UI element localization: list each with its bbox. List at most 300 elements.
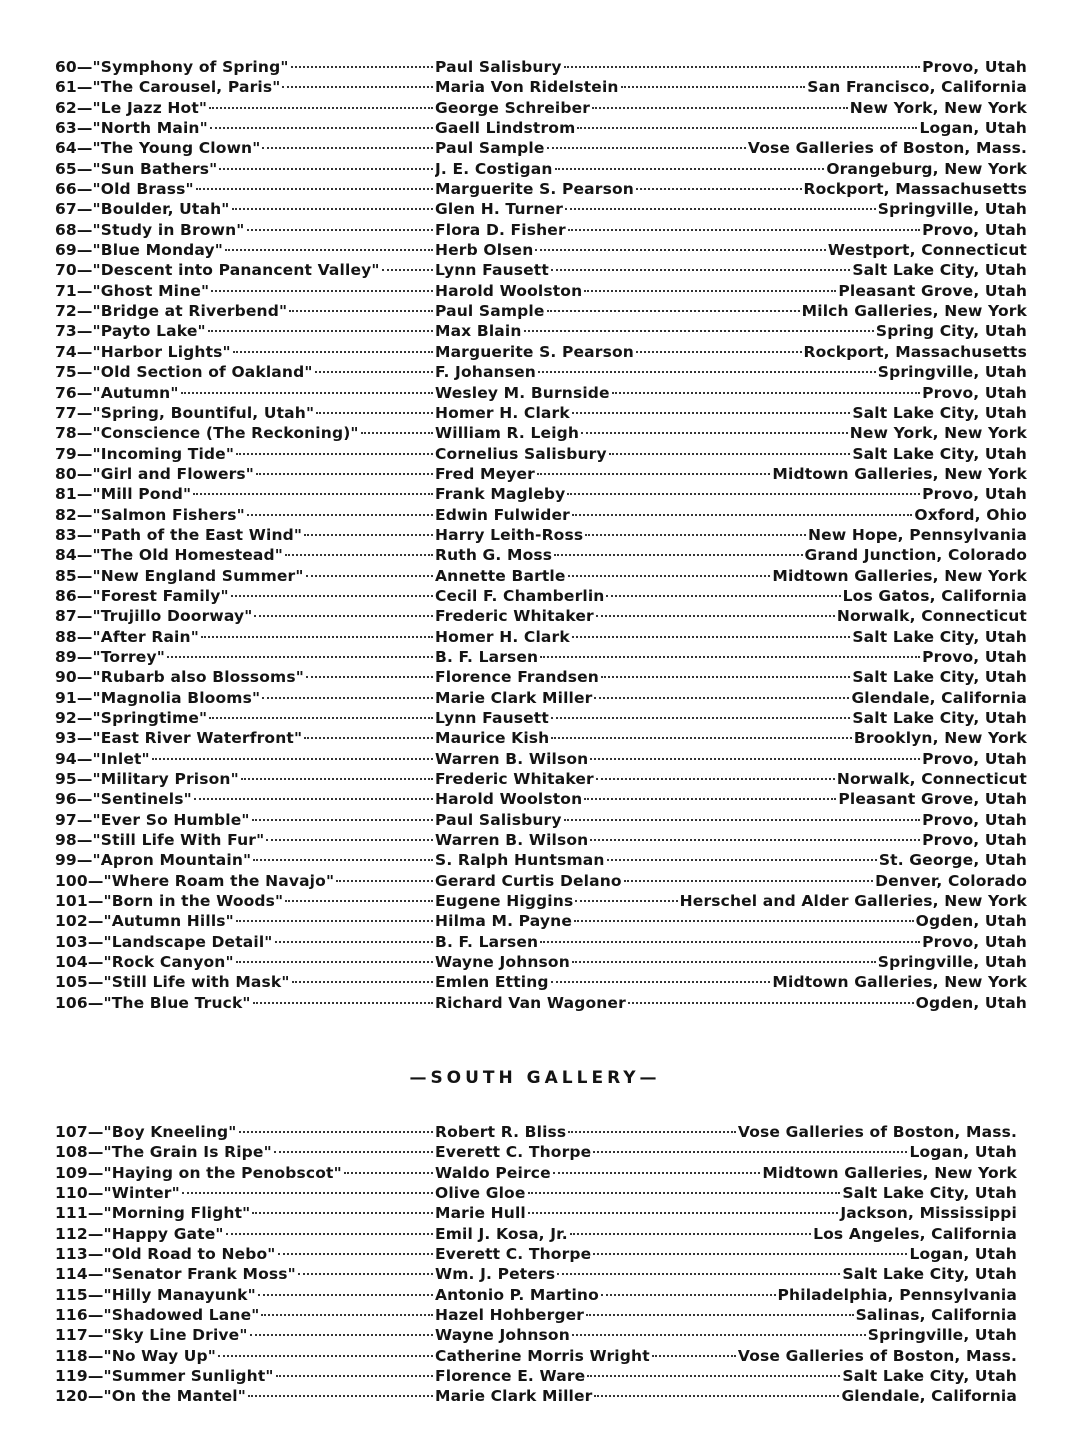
entry-title-column (55, 1305, 435, 1325)
entry-artist: Max Blain (435, 322, 522, 341)
entry-location: Pleasant Grove, Utah (838, 281, 1027, 300)
entry-number: 85 (55, 566, 77, 585)
catalog-entry (55, 1285, 1017, 1305)
catalog-entry (55, 505, 1027, 525)
dot-leader (344, 1172, 433, 1174)
entry-dash: — (76, 200, 93, 219)
entry-artist: Marguerite S. Pearson (435, 180, 634, 199)
entry-details-column (435, 1366, 1017, 1386)
dot-leader (636, 188, 802, 190)
entry-location: Midtown Galleries, New York (772, 973, 1027, 992)
entry-details-column (435, 118, 1027, 138)
entry-artist: Harold Woolston (435, 790, 583, 809)
entry-artist: Wayne Johnson (435, 1326, 570, 1345)
entry-artist: Paul Salisbury (435, 810, 562, 829)
dot-leader (528, 1212, 838, 1214)
entry-number: 66 (55, 180, 77, 199)
entry-dash: — (76, 58, 93, 76)
dot-leader (557, 1273, 840, 1275)
entry-number: 106 (55, 993, 88, 1012)
entry-title: "Ever So Humble" (92, 810, 250, 829)
entry-number: 67 (55, 200, 77, 219)
entry-title: "Rubarb also Blossoms" (92, 668, 304, 687)
dot-leader (592, 107, 848, 109)
entry-number: 91 (55, 688, 77, 707)
entry-title: "Apron Mountain" (92, 851, 252, 870)
catalog-entry (55, 789, 1027, 809)
entry-title: "Ghost Mine" (92, 281, 210, 300)
dot-leader (596, 778, 835, 780)
catalog-entry (55, 830, 1027, 850)
entry-title-column (55, 98, 435, 118)
entry-location: Vose Galleries of Boston, Mass. (737, 1123, 1017, 1141)
entry-title: "Descent into Panancent Valley" (92, 261, 380, 280)
entry-location: Westport, Connecticut (827, 241, 1027, 260)
entry-title-column (55, 179, 435, 199)
entry-location: Logan, Utah (919, 119, 1027, 138)
entry-dash: — (76, 119, 93, 138)
entry-artist: Marie Hull (435, 1204, 526, 1223)
dot-leader (551, 269, 850, 271)
entry-details-column (435, 342, 1027, 362)
entry-location: Norwalk, Connecticut (836, 607, 1027, 626)
dot-leader (261, 1314, 433, 1316)
entry-artist: Waldo Peirce (435, 1163, 551, 1182)
entry-dash: — (76, 627, 93, 646)
entry-location: Grand Junction, Colorado (804, 546, 1027, 565)
dot-leader (262, 697, 433, 699)
catalog-entry (55, 606, 1027, 626)
entry-location: Provo, Utah (922, 485, 1027, 504)
entry-details-column (435, 281, 1027, 301)
catalog-entry (55, 281, 1027, 301)
entry-location: Midtown Galleries, New York (772, 464, 1027, 483)
catalog-entry (55, 1305, 1017, 1325)
dot-leader (304, 534, 433, 536)
entry-location: Midtown Galleries, New York (772, 566, 1027, 585)
dot-leader (253, 859, 433, 861)
entry-number: 96 (55, 790, 77, 809)
entry-details-column (435, 199, 1027, 219)
entry-title-column (55, 891, 435, 911)
entry-title-column (55, 1163, 435, 1183)
entry-number: 95 (55, 770, 77, 789)
catalog-entry (55, 1346, 1017, 1366)
entry-location: Midtown Galleries, New York (762, 1163, 1017, 1182)
entry-details-column (435, 1224, 1017, 1244)
entry-dash: — (76, 505, 93, 524)
dot-leader (252, 1212, 433, 1214)
entry-dash: — (87, 953, 104, 972)
entry-dash: — (76, 546, 93, 565)
entry-location: Glendale, California (851, 688, 1027, 707)
entry-artist: George Schreiber (435, 98, 591, 117)
entry-location: Rockport, Massachusetts (803, 342, 1027, 361)
entry-title: "Symphony of Spring" (92, 58, 289, 76)
dot-leader (231, 595, 433, 597)
entry-artist: Florence Frandsen (435, 668, 599, 687)
entry-dash: — (76, 220, 93, 239)
entry-details-column (435, 464, 1027, 484)
entry-title: "Payto Lake" (92, 322, 206, 341)
entry-number: 108 (55, 1143, 88, 1162)
entry-dash: — (76, 424, 93, 443)
catalog-entry (55, 301, 1027, 321)
entry-title-column (55, 993, 435, 1013)
entry-artist: Emil J. Kosa, Jr. (435, 1224, 568, 1243)
entry-title-column (55, 688, 435, 708)
catalog-entry (55, 749, 1027, 769)
entry-dash: — (76, 810, 93, 829)
entry-number: 99 (55, 851, 77, 870)
dot-leader (587, 1375, 840, 1377)
entry-details-column (435, 647, 1027, 667)
entry-details-column (435, 77, 1027, 97)
catalog-entry (55, 199, 1027, 219)
dot-leader (250, 1334, 433, 1336)
entry-dash: — (76, 383, 93, 402)
entry-number: 109 (55, 1163, 88, 1182)
dot-leader (652, 1355, 736, 1357)
entry-artist: Paul Salisbury (435, 58, 562, 76)
entry-title-column (55, 1142, 435, 1162)
entry-details-column (435, 220, 1027, 240)
entry-dash: — (76, 607, 93, 626)
dot-leader (226, 1233, 433, 1235)
entry-dash: — (76, 78, 93, 97)
dot-leader (607, 859, 877, 861)
entry-title: "Military Prison" (92, 770, 239, 789)
catalog-entry (55, 1163, 1017, 1183)
catalog-entry (55, 525, 1027, 545)
entry-number: 62 (55, 98, 77, 117)
entry-artist: Olive Gloe (435, 1184, 526, 1203)
entry-title: "The Grain Is Ripe" (103, 1143, 272, 1162)
dot-leader (601, 1294, 776, 1296)
entry-title-column (55, 138, 435, 158)
entry-location: Salt Lake City, Utah (852, 261, 1027, 280)
entry-title: "Born in the Woods" (103, 892, 284, 911)
entry-title-column (55, 769, 435, 789)
entry-details-column (435, 159, 1027, 179)
dot-leader (628, 1002, 914, 1004)
entry-artist: Frederic Whitaker (435, 770, 594, 789)
dot-leader (572, 961, 876, 963)
entry-number: 103 (55, 932, 88, 951)
entry-details-column (435, 769, 1027, 789)
catalog-entry (55, 240, 1027, 260)
entry-details-column (435, 932, 1027, 952)
entry-artist: Gaell Lindstrom (435, 119, 576, 138)
dot-leader (182, 1192, 433, 1194)
entry-location: Pleasant Grove, Utah (838, 790, 1027, 809)
entry-title: "Conscience (The Reckoning)" (92, 424, 359, 443)
entry-number: 76 (55, 383, 77, 402)
entry-title: "The Blue Truck" (103, 993, 251, 1012)
dot-leader (152, 758, 433, 760)
dot-leader (538, 371, 876, 373)
entry-details-column (435, 688, 1027, 708)
entry-number: 88 (55, 627, 77, 646)
entry-title: "Landscape Detail" (103, 932, 273, 951)
entry-dash: — (76, 241, 93, 260)
dot-leader (572, 412, 851, 414)
dot-leader (551, 717, 850, 719)
entry-details-column (435, 383, 1027, 403)
entry-title: "Torrey" (92, 647, 165, 666)
dot-leader (262, 147, 433, 149)
dot-leader (609, 453, 851, 455)
entry-artist: Warren B. Wilson (435, 749, 589, 768)
entry-title: "Springtime" (92, 709, 208, 727)
catalog-entry (55, 1244, 1017, 1264)
dot-leader (586, 1314, 853, 1316)
entry-artist: Hilma M. Payne (435, 912, 572, 931)
entry-title: "Haying on the Penobscot" (103, 1163, 342, 1182)
dot-leader (236, 453, 433, 455)
entry-number: 82 (55, 505, 77, 524)
entry-dash: — (76, 831, 93, 850)
entry-location: Springville, Utah (877, 363, 1027, 382)
entry-artist: Everett C. Thorpe (435, 1245, 592, 1264)
entry-title: "Magnolia Blooms" (92, 688, 261, 707)
entry-dash: — (76, 729, 93, 748)
entry-details-column (435, 505, 1027, 525)
entry-dash: — (76, 98, 93, 117)
entry-details-column (435, 850, 1027, 870)
catalog-entry (55, 179, 1027, 199)
entry-location: Springville, Utah (877, 953, 1027, 972)
entry-title: "Hilly Manayunk" (103, 1285, 256, 1304)
entry-dash: — (76, 180, 93, 199)
entry-details-column (435, 444, 1027, 464)
entry-title-column (55, 1386, 435, 1406)
entry-number: 63 (55, 119, 77, 138)
dot-leader (210, 127, 433, 129)
entry-number: 117 (55, 1326, 88, 1345)
entry-location: Provo, Utah (922, 220, 1027, 239)
entry-dash: — (76, 261, 93, 280)
dot-leader (181, 392, 433, 394)
catalog-entry (55, 871, 1027, 891)
dot-leader (274, 1151, 433, 1153)
entry-artist: Paul Sample (435, 139, 545, 158)
dot-leader (304, 737, 433, 739)
entry-number: 118 (55, 1346, 88, 1365)
entry-artist: Flora D. Fisher (435, 220, 566, 239)
entry-artist: Florence E. Ware (435, 1367, 586, 1386)
catalog-entry (55, 1366, 1017, 1386)
dot-leader (570, 1233, 811, 1235)
entry-title: "Still Life With Fur" (92, 831, 265, 850)
entry-title-column (55, 667, 435, 687)
entry-title-column (55, 240, 435, 260)
dot-leader (298, 1273, 433, 1275)
entry-title: "Autumn Hills" (103, 912, 234, 931)
entry-artist: Herb Olsen (435, 241, 534, 260)
entry-title: "Where Roam the Navajo" (103, 871, 335, 890)
entry-title: "The Carousel, Paris" (92, 78, 281, 97)
dot-leader (236, 961, 433, 963)
entry-dash: — (87, 1367, 104, 1386)
entry-dash: — (87, 892, 104, 911)
entry-title-column (55, 1224, 435, 1244)
dot-leader (285, 554, 433, 556)
entry-details-column (435, 789, 1027, 809)
entry-number: 86 (55, 586, 77, 605)
catalog-entry (55, 484, 1027, 504)
entry-dash: — (76, 363, 93, 382)
entry-artist: Paul Sample (435, 302, 545, 321)
entry-dash: — (87, 1285, 104, 1304)
entry-title: "Boy Kneeling" (103, 1123, 237, 1141)
dot-leader (584, 798, 836, 800)
entry-location: Jackson, Mississippi (840, 1204, 1017, 1223)
entry-number: 116 (55, 1306, 88, 1325)
entry-location: Salt Lake City, Utah (852, 668, 1027, 687)
entry-details-column (435, 1285, 1017, 1305)
entry-artist: Wm. J. Peters (435, 1265, 556, 1284)
entry-title-column (55, 260, 435, 280)
entry-artist: Richard Van Wagoner (435, 993, 626, 1012)
entry-number: 92 (55, 709, 77, 727)
entry-details-column (435, 321, 1027, 341)
entry-title: "Autumn" (92, 383, 179, 402)
catalog-entry (55, 932, 1027, 952)
entry-artist: Lynn Fausett (435, 261, 549, 280)
entry-number: 119 (55, 1367, 88, 1386)
entry-number: 74 (55, 342, 77, 361)
entry-title: "On the Mantel" (103, 1387, 246, 1406)
entry-location: Vose Galleries of Boston, Mass. (747, 139, 1027, 158)
entry-title-column (55, 1264, 435, 1284)
entry-details-column (435, 240, 1027, 260)
entry-artist: Marguerite S. Pearson (435, 342, 634, 361)
entry-details-column (435, 1346, 1017, 1366)
catalog-entry (55, 403, 1027, 423)
entry-number: 98 (55, 831, 77, 850)
entry-dash: — (76, 139, 93, 158)
exhibit-list-main (55, 57, 1027, 1013)
entry-details-column (435, 566, 1027, 586)
dot-leader (239, 1131, 433, 1133)
entry-title-column (55, 525, 435, 545)
exhibit-list-south-gallery (55, 1122, 1017, 1407)
entry-details-column (435, 1122, 1017, 1142)
entry-details-column (435, 1386, 1017, 1406)
entry-artist: Glen H. Turner (435, 200, 564, 219)
dot-leader (535, 249, 826, 251)
catalog-entry (55, 891, 1027, 911)
dot-leader (565, 208, 876, 210)
entry-details-column (435, 810, 1027, 830)
dot-leader (621, 86, 806, 88)
entry-title: "Spring, Bountiful, Utah" (92, 403, 315, 422)
entry-title: "Path of the East Wind" (92, 525, 303, 544)
entry-location: Spring City, Utah (875, 322, 1027, 341)
entry-details-column (435, 871, 1027, 891)
entry-location: Logan, Utah (909, 1143, 1017, 1162)
entry-title-column (55, 1346, 435, 1366)
entry-location: Ogden, Utah (915, 993, 1027, 1012)
catalog-entry (55, 138, 1027, 158)
entry-title-column (55, 1325, 435, 1345)
entry-details-column (435, 586, 1027, 606)
entry-details-column (435, 179, 1027, 199)
entry-title: "Blue Monday" (92, 241, 223, 260)
entry-details-column (435, 749, 1027, 769)
dot-leader (233, 351, 433, 353)
entry-artist: Robert R. Bliss (435, 1123, 567, 1141)
catalog-entry (55, 1142, 1017, 1162)
entry-dash: — (87, 1306, 104, 1325)
entry-artist: Maria Von Ridelstein (435, 78, 619, 97)
entry-details-column (435, 952, 1027, 972)
entry-number: 79 (55, 444, 77, 463)
entry-location: Milch Galleries, New York (801, 302, 1027, 321)
entry-title-column (55, 911, 435, 931)
entry-title-column (55, 810, 435, 830)
entry-artist: Wesley M. Burnside (435, 383, 610, 402)
entry-title: "Harbor Lights" (92, 342, 231, 361)
entry-title-column (55, 1183, 435, 1203)
entry-title: "Salmon Fishers" (92, 505, 245, 524)
entry-title: "Sentinels" (92, 790, 192, 809)
entry-title: "No Way Up" (103, 1346, 216, 1365)
entry-dash: — (87, 1204, 104, 1223)
entry-details-column (435, 891, 1027, 911)
entry-location: New Hope, Pennsylvania (808, 525, 1027, 544)
dot-leader (636, 351, 802, 353)
catalog-entry (55, 1386, 1017, 1406)
entry-title: "Still Life with Mask" (103, 973, 290, 992)
dot-leader (551, 981, 771, 983)
dot-leader (590, 758, 920, 760)
dot-leader (208, 330, 433, 332)
entry-title-column (55, 464, 435, 484)
dot-leader (593, 1151, 907, 1153)
dot-leader (276, 1375, 433, 1377)
entry-title: "Summer Sunlight" (103, 1367, 274, 1386)
entry-location: Salt Lake City, Utah (852, 403, 1027, 422)
entry-artist: J. E. Costigan (435, 159, 553, 178)
entry-title: "Le Jazz Hot" (92, 98, 208, 117)
entry-title-column (55, 321, 435, 341)
entry-dash: — (76, 749, 93, 768)
dot-leader (252, 819, 433, 821)
dot-leader (289, 310, 433, 312)
entry-artist: Eugene Higgins (435, 892, 574, 911)
entry-details-column (435, 667, 1027, 687)
entry-title-column (55, 932, 435, 952)
dot-leader (266, 839, 433, 841)
dot-leader (254, 615, 433, 617)
dot-leader (209, 107, 433, 109)
entry-title-column (55, 606, 435, 626)
dot-leader (572, 636, 851, 638)
dot-leader (564, 66, 921, 68)
entry-location: Ogden, Utah (915, 912, 1027, 931)
dot-leader (219, 168, 433, 170)
catalog-entry (55, 972, 1027, 992)
entry-location: San Francisco, California (807, 78, 1027, 97)
entry-artist: Wayne Johnson (435, 953, 570, 972)
catalog-entry (55, 1224, 1017, 1244)
dot-leader (555, 168, 825, 170)
dot-leader (606, 595, 840, 597)
dot-leader (581, 432, 848, 434)
entry-title-column (55, 850, 435, 870)
